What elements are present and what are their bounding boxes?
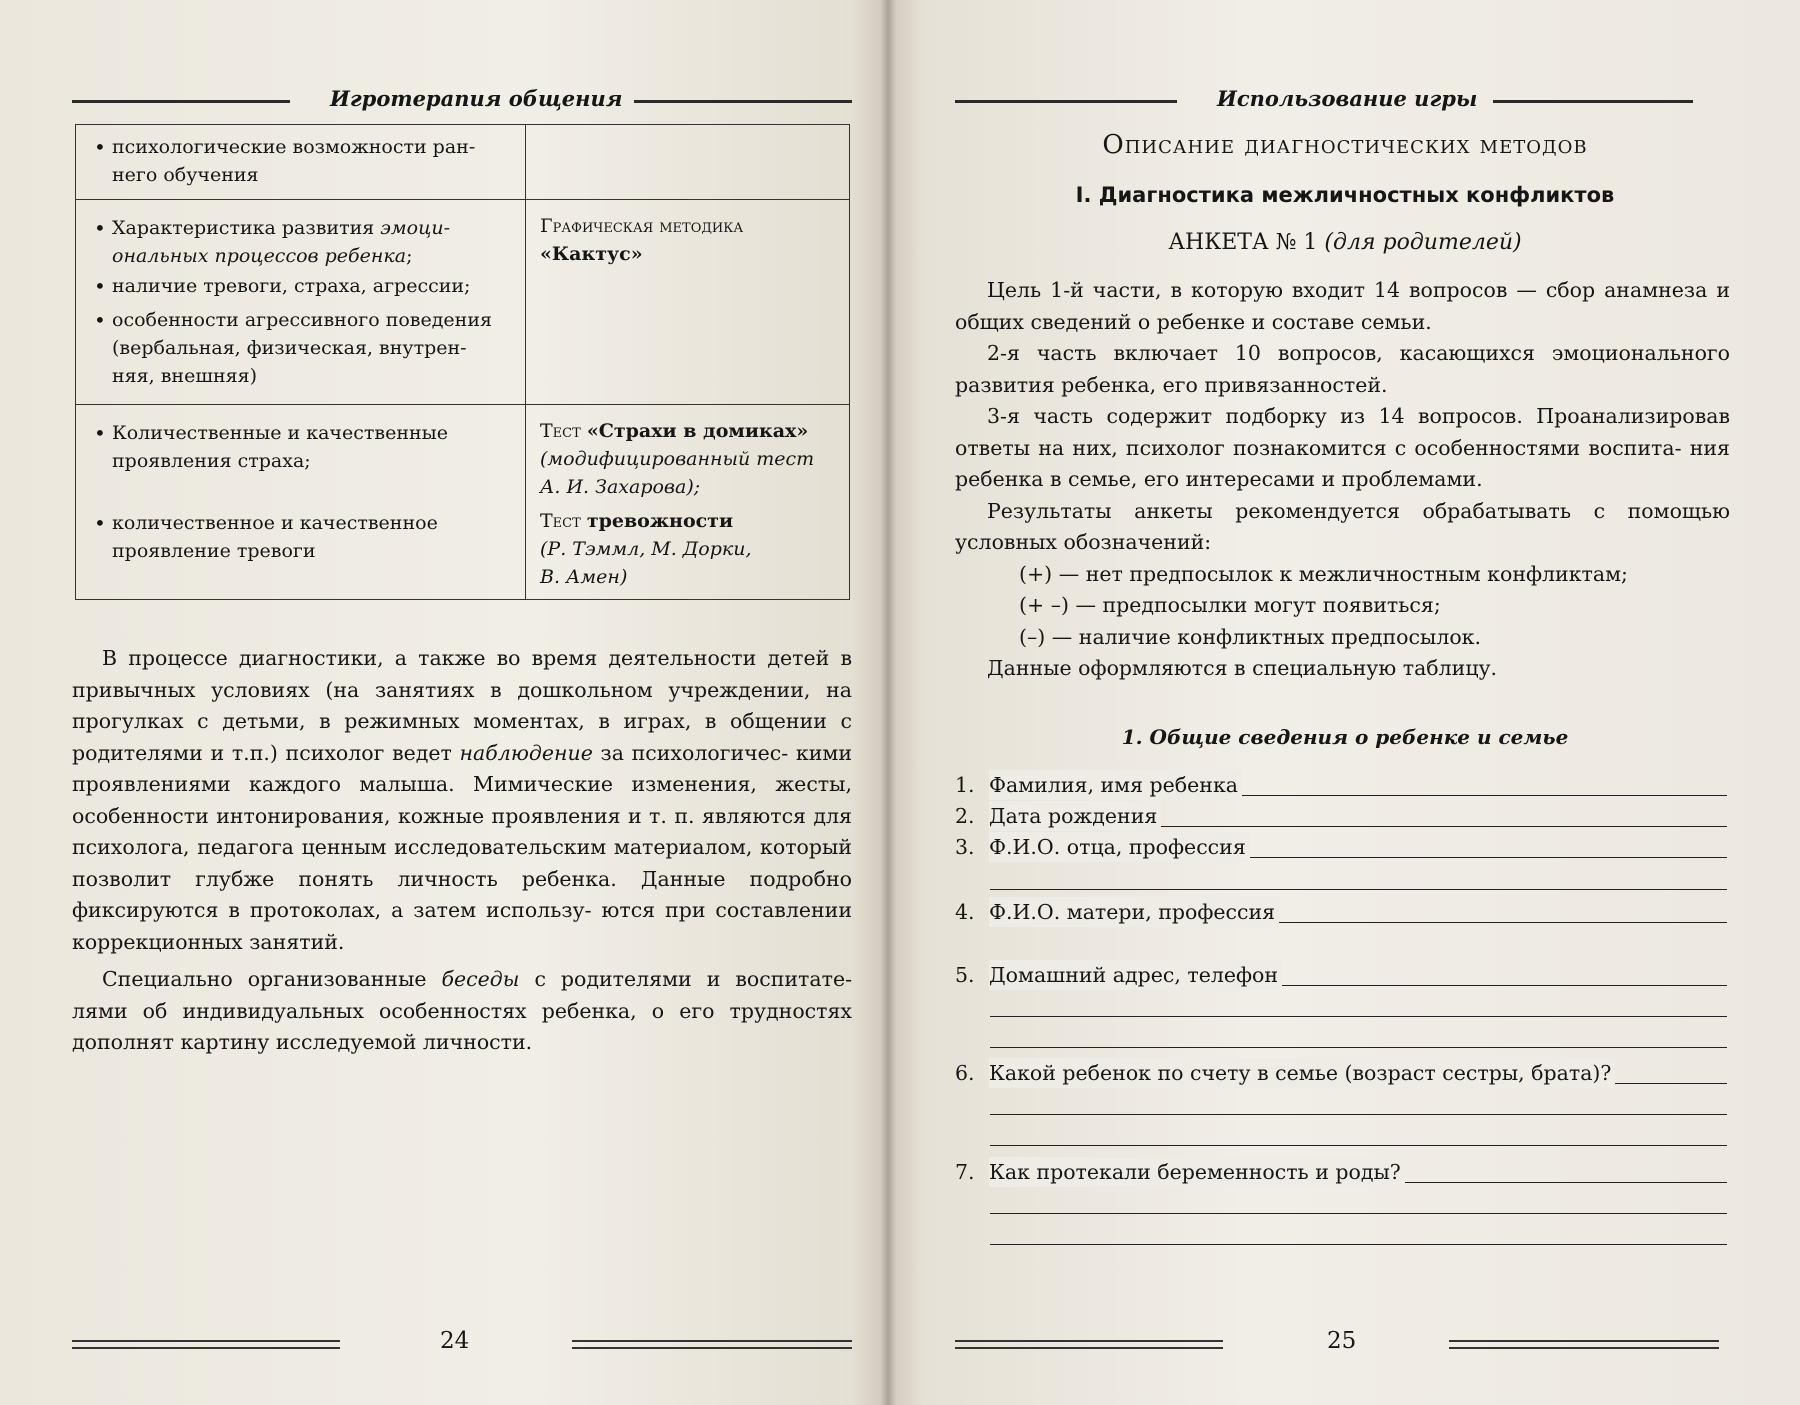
section-title: Описание диагностических методов [1102, 130, 1588, 160]
answer-line [990, 1244, 1727, 1245]
text-line: Данные подробно фиксируются в протоколах, а затем использу- [72, 866, 852, 922]
method-entry [540, 417, 839, 445]
paragraph [955, 338, 1730, 401]
header-rule [955, 100, 1177, 103]
cell-text: тревожности [586, 510, 734, 532]
text-line: Цель 1-й части, в которую входит 14 вопросов — сбор анамнеза [987, 278, 1708, 302]
text-line: ния ребенка в семье, его интересами и проблемами. [955, 435, 1730, 491]
list-item [90, 272, 515, 300]
text-line: лями об индивидуальных особенностях ребенка, о его трудностях [72, 998, 852, 1023]
text-line: В процессе диагностики, а также во время деятельности детей [102, 646, 830, 670]
question-text: Дата рождения [989, 801, 1161, 831]
questionnaire-note: (для родителей) [1324, 230, 1522, 255]
paragraph [955, 496, 1730, 559]
left-running-head [72, 86, 852, 116]
table-cell [76, 200, 526, 405]
cell-text: него обучения [112, 164, 259, 186]
cell-text: (Р. Тэммл, М. Дорки, [540, 538, 752, 560]
cell-text: ональных процессов ребенка [112, 245, 407, 267]
left-body-text [72, 643, 852, 1059]
cell-text: психологические возможности ран- [112, 136, 476, 158]
right-running-head [955, 86, 1730, 116]
text-line: жесты, особенности интонирования, кожные проявления и т. п. [72, 772, 852, 828]
table-cell [526, 405, 850, 600]
text-line: материалом, который позволит глубже понять личность ребенка. [72, 835, 852, 891]
cell-text: В. Амен) [540, 566, 628, 588]
method-title: «Кактус» [540, 243, 643, 265]
text-line: наблюдение [459, 740, 593, 765]
table-cell [76, 125, 526, 200]
left-running-head-title: Игротерапия общения [330, 86, 623, 111]
answer-line [990, 889, 1727, 890]
cell-text: (модифицированный тест [540, 448, 815, 470]
question-text: Фамилия, имя ребенка [989, 770, 1242, 800]
table-row [76, 405, 850, 600]
text-line: кими проявлениями каждого малыша. Мимические изменения, [72, 740, 852, 796]
list-item [90, 419, 515, 475]
text-line: за психологичес- [592, 740, 789, 765]
question-number: 2. [955, 804, 975, 828]
text-line: беседы [441, 967, 520, 991]
text-line: на прогулках с детьми, в режимных моментах, в играх, в общении [72, 677, 852, 733]
table-cell [526, 200, 850, 405]
cell-text: (вербальная, физическая, внутрен- [112, 337, 467, 359]
paragraph [955, 401, 1730, 496]
right-page [888, 0, 1800, 1405]
subsection-title: I. Диагностика межличностных конфликтов [1075, 183, 1615, 207]
question-number: 7. [955, 1160, 975, 1184]
header-rule [1493, 100, 1693, 103]
question-number: 6. [955, 1061, 975, 1085]
answer-line [990, 1213, 1727, 1214]
cell-text: Характеристика развития [112, 217, 381, 239]
table-row [76, 200, 850, 405]
right-footer [955, 1328, 1730, 1358]
text-line: являются для психолога, педагога ценным исследовательским [72, 803, 852, 859]
questionnaire-label [960, 230, 1730, 255]
list-item [90, 306, 515, 390]
page-number: 25 [1327, 1328, 1357, 1354]
right-body-text [955, 275, 1730, 685]
cell-text: Тест [540, 510, 587, 532]
footer-rule [955, 1340, 1223, 1349]
cell-text: Тест [540, 420, 587, 442]
text-line: с родителями и т.п.) психолог ведет [72, 709, 852, 765]
question-text: Домашний адрес, телефон [989, 960, 1282, 990]
answer-line [990, 1047, 1727, 1048]
header-rule [72, 100, 290, 103]
footer-rule [1449, 1340, 1719, 1349]
question-text: Какой ребенок по счету в семье (возраст сестры, брата)? [989, 1058, 1615, 1088]
table-cell [526, 125, 850, 200]
cell-text: ; [406, 245, 413, 267]
table-row [76, 125, 850, 200]
questionnaire-number: АНКЕТА № 1 [1168, 230, 1325, 255]
cell-text: «Страхи в домиках» [586, 420, 809, 442]
table-cell [76, 405, 526, 600]
question-text: Ф.И.О. отца, профессия [989, 832, 1250, 862]
question-number: 3. [955, 835, 975, 859]
list-item [90, 509, 515, 565]
diagnostics-table [75, 124, 850, 600]
question-text: Как протекали беременность и роды? [989, 1157, 1405, 1187]
text-line: условных обозначений: [955, 530, 1212, 554]
answer-line [990, 1145, 1727, 1146]
cell-text: количественное и качественное [112, 512, 438, 534]
cell-text: А. И. Захарова); [540, 476, 701, 498]
question-number: 1. [955, 773, 975, 797]
cell-text: эмоци- [380, 217, 451, 239]
legend-item: (+ –) — предпосылки могут появиться; [1019, 593, 1441, 617]
cell-text: особенности агрессивного поведения [112, 309, 492, 331]
text-line: ются при составлении коррекционных занятий. [72, 898, 852, 954]
text-line: Результаты анкеты рекомендуется обрабатывать с помощью [987, 498, 1730, 523]
cell-text: Количественные и качественные [112, 422, 449, 444]
answer-line [990, 1016, 1727, 1017]
text-line: 2-я часть включает 10 вопросов, касающихся эмоционального [987, 341, 1730, 365]
text-line: развития ребенка, его привязанностей. [955, 372, 1388, 397]
list-item [90, 214, 515, 270]
right-running-head-title: Использование игры [1217, 86, 1478, 111]
cell-text: проявления страха; [112, 450, 311, 472]
page-number: 24 [440, 1328, 470, 1354]
text-line: дополнят картину исследуемой личности. [72, 1030, 533, 1054]
text-line: в привычных условиях (на занятиях в дошкольном учреждении, [72, 646, 852, 702]
text-line: с родителями и воспитате- [519, 967, 853, 991]
footer-rule [72, 1340, 340, 1349]
text-line: 3-я часть содержит подборку из 14 вопросов. Проанализировав [987, 404, 1730, 428]
cell-text: проявление тревоги [112, 540, 316, 562]
text-line: Специально организованные [102, 967, 442, 991]
footer-rule [572, 1340, 852, 1349]
method-name: Графическая методика [540, 215, 744, 237]
left-footer [72, 1328, 852, 1358]
text-line: и общих сведений о ребенке и составе семьи. [955, 278, 1730, 334]
questionnaire-section-title: 1. Общие сведения о ребенке и семье [1121, 725, 1569, 749]
question-number: 5. [955, 963, 975, 987]
question-text: Ф.И.О. матери, профессия [989, 897, 1279, 927]
answer-line [990, 1114, 1727, 1115]
text-line: ответы на них, психолог познакомится с особенностями воспита- [955, 435, 1682, 460]
paragraph [955, 275, 1730, 338]
cell-text: наличие тревоги, страха, агрессии; [112, 275, 471, 297]
paragraph: Данные оформляются в специальную таблицу. [987, 656, 1498, 680]
list-item [90, 133, 515, 189]
paragraph [72, 964, 852, 1059]
paragraph [72, 643, 852, 958]
legend-item: (+) — нет предпосылок к межличностным конфликтам; [1019, 561, 1628, 586]
question-number: 4. [955, 900, 975, 924]
book-gutter [880, 0, 896, 1405]
cell-text: няя, внешняя) [112, 365, 258, 387]
header-rule [634, 100, 852, 103]
method-entry [540, 507, 839, 535]
legend-item: (–) — наличие конфликтных предпосылок. [1019, 624, 1482, 649]
